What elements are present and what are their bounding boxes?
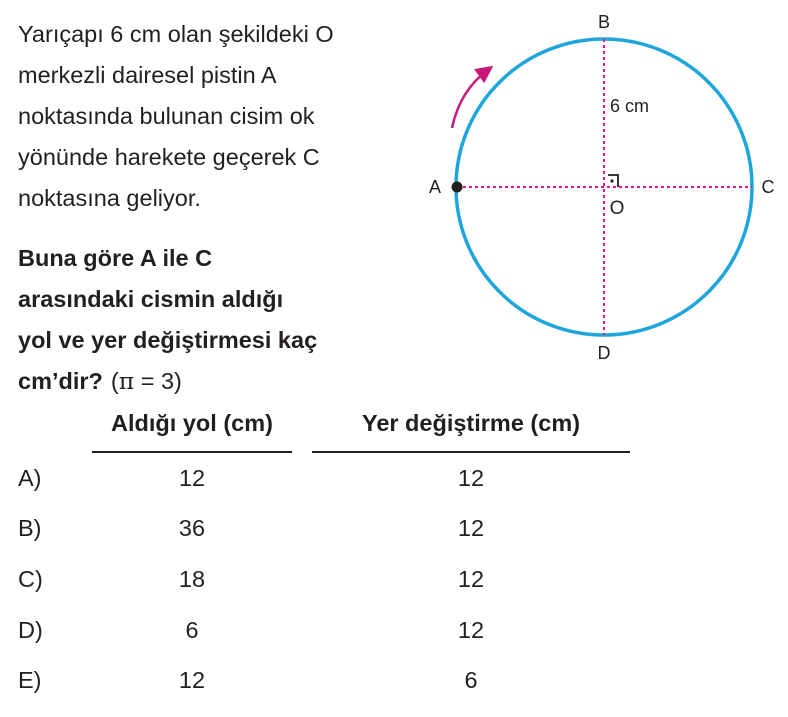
object-point-a (452, 182, 463, 193)
option-letter: C) (18, 566, 43, 592)
option-path-value: 12 (178, 667, 206, 693)
answer-option-d[interactable] (0, 617, 788, 667)
stem-line: noktasında bulunan cisim ok (18, 103, 315, 129)
label-b: B (597, 12, 611, 32)
label-c: C (761, 177, 775, 197)
answer-option-e[interactable] (0, 667, 788, 717)
column-header-path: Aldığı yol (cm) (111, 410, 273, 436)
column-header-displacement: Yer değiştirme (cm) (361, 410, 581, 436)
option-path-value: 12 (178, 465, 206, 491)
option-displacement-value: 12 (457, 566, 485, 592)
pi-open: ( (110, 368, 119, 394)
prompt-line: yol ve yer değiştirmesi kaç (18, 327, 318, 353)
header-rule (92, 451, 292, 453)
stem-line: Yarıçapı 6 cm olan şekildeki O (18, 21, 334, 47)
option-path-value: 36 (178, 515, 206, 541)
option-displacement-value: 12 (457, 617, 485, 643)
stem-line: noktasına geliyor. (18, 185, 201, 211)
option-letter: D) (18, 617, 43, 643)
pi-symbol: π (118, 367, 135, 395)
option-displacement-value: 6 (464, 667, 478, 693)
right-angle-dot (610, 179, 613, 182)
label-o: O (609, 198, 625, 219)
prompt-line: arasındaki cismin aldığı (18, 286, 284, 312)
option-path-value: 18 (178, 566, 206, 592)
stem-line: merkezli dairesel pistin A (18, 62, 277, 88)
radius-label: 6 cm (610, 96, 650, 116)
stem-line: yönünde harekete geçerek C (18, 144, 320, 170)
option-letter: B) (18, 515, 42, 541)
option-letter: E) (18, 667, 42, 693)
pi-rest: = 3) (134, 368, 182, 394)
header-rule (312, 451, 630, 453)
answer-option-a[interactable] (0, 465, 788, 515)
label-d: D (597, 343, 611, 363)
prompt-line: Buna göre A ile C (18, 245, 213, 271)
prompt-line: cm’dir? (18, 368, 103, 394)
answer-option-c[interactable] (0, 566, 788, 616)
option-path-value: 6 (185, 617, 199, 643)
option-displacement-value: 12 (457, 465, 485, 491)
label-a: A (428, 177, 442, 197)
option-letter: A) (18, 465, 42, 491)
option-displacement-value: 12 (457, 515, 485, 541)
answer-option-b[interactable] (0, 515, 788, 565)
